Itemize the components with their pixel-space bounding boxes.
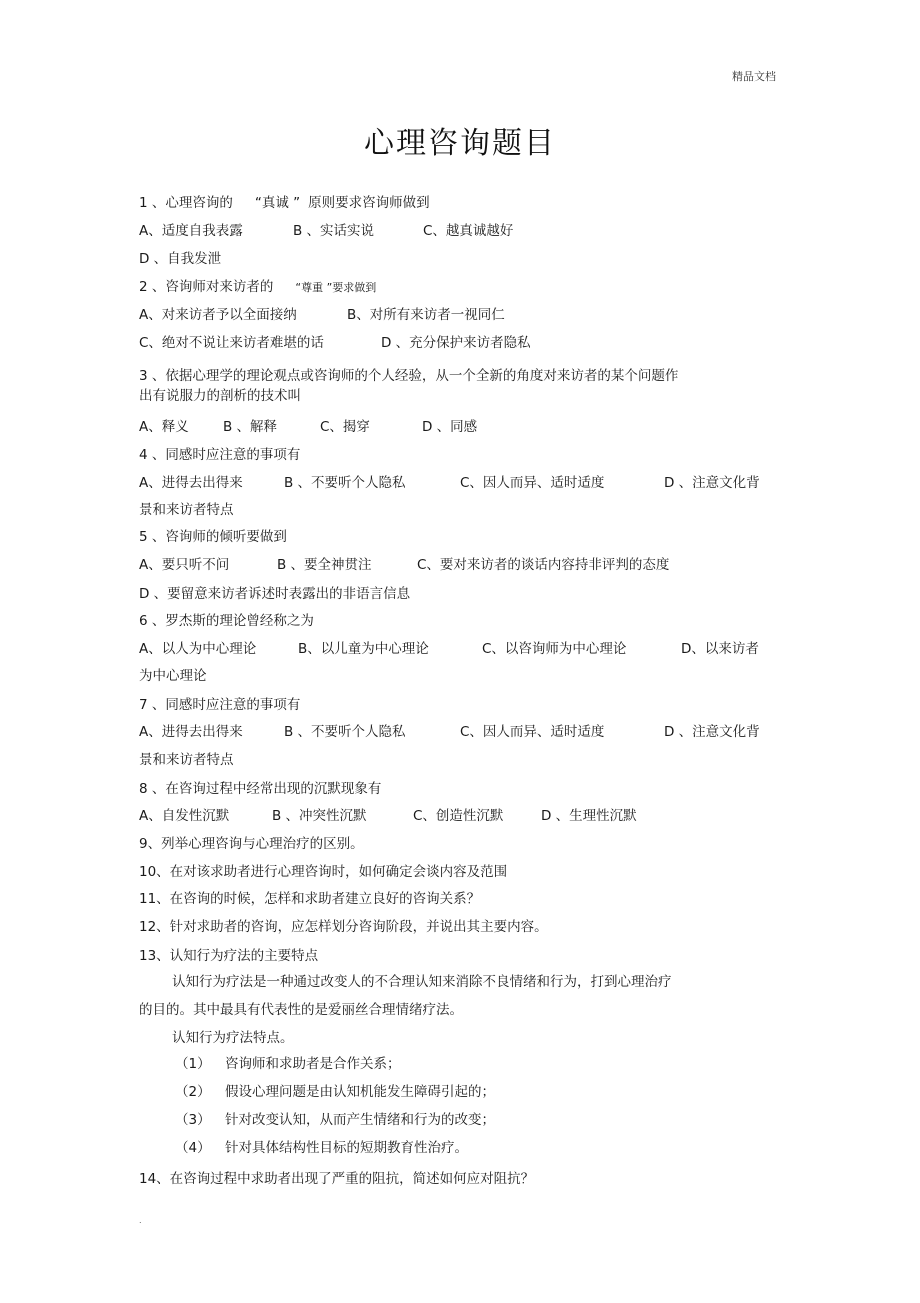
question-1-option-d: D 、自我发泄	[139, 251, 222, 267]
question-7-option-d-cont: 景和来访者特点	[139, 752, 234, 768]
question-8-option-c: C、创造性沉默	[413, 808, 504, 824]
question-12: 12、针对求助者的咨询，应怎样划分咨询阶段，并说出其主要内容。	[139, 919, 548, 935]
question-7-option-b: B 、不要听个人隐私	[284, 724, 406, 740]
question-6-option-a: A、以人为中心理论	[139, 641, 257, 657]
question-3-stem-line1: 3 、依据心理学的理论观点或咨询师的个人经验，从一个全新的角度对来访者的某个问题作	[139, 368, 679, 384]
question-7-option-a: A、进得去出得来	[139, 724, 243, 740]
question-6-option-d: D、以来访者	[681, 641, 759, 657]
question-7-option-c: C、因人而异、适时适度	[460, 724, 605, 740]
question-4-option-b: B 、不要听个人隐私	[284, 475, 406, 491]
question-13-list-item: （2） 假设心理问题是由认知机能发生障碍引起的；	[175, 1084, 495, 1100]
question-14: 14、在咨询过程中求助者出现了严重的阻抗，简述如何应对阻抗？	[139, 1171, 535, 1187]
question-11: 11、在咨询的时候，怎样和求助者建立良好的咨询关系？	[139, 891, 481, 907]
question-9: 9、列举心理咨询与心理治疗的区别。	[139, 836, 364, 852]
footer-mark: .	[139, 1216, 142, 1225]
question-4-option-d-cont: 景和来访者特点	[139, 502, 234, 518]
question-3-option-b: B 、解释	[223, 419, 278, 435]
question-13-list-item: （1） 咨询师和求助者是合作关系；	[175, 1056, 401, 1072]
question-4-option-d: D 、注意文化背	[664, 475, 760, 491]
question-8-stem: 8 、在咨询过程中经常出现的沉默现象有	[139, 781, 382, 797]
question-2-stem: 2 、咨询师对来访者的 “尊重 ”要求做到	[139, 279, 377, 295]
question-5-stem: 5 、咨询师的倾听要做到	[139, 529, 287, 545]
question-1-option-c: C、越真诚越好	[423, 223, 514, 239]
question-4-option-c: C、因人而异、适时适度	[460, 475, 605, 491]
question-13-list-item: （3） 针对改变认知，从而产生情绪和行为的改变；	[175, 1112, 495, 1128]
question-6-option-c: C、以咨询师为中心理论	[482, 641, 627, 657]
question-2-option-d: D 、充分保护来访者隐私	[381, 335, 531, 351]
question-1-option-a: A、适度自我表露	[139, 223, 243, 239]
question-13-paragraph-3: 认知行为疗法特点。	[172, 1030, 294, 1046]
question-5-option-b: B 、要全神贯注	[277, 557, 372, 573]
question-6-option-b: B、以儿童为中心理论	[298, 641, 429, 657]
question-8-option-d: D 、生理性沉默	[541, 808, 637, 824]
header-label: 精品文档	[732, 70, 776, 83]
question-5-option-d: D 、要留意来访者诉述时表露出的非语言信息	[139, 586, 411, 602]
question-13-stem: 13、认知行为疗法的主要特点	[139, 948, 319, 964]
page-title: 心理咨询题目	[364, 126, 556, 161]
question-8-option-b: B 、冲突性沉默	[272, 808, 367, 824]
question-5-option-c: C、要对来访者的谈话内容持非评判的态度	[417, 557, 670, 573]
question-3-stem-line2: 出有说服力的剖析的技术叫	[139, 388, 301, 404]
question-13-paragraph-2: 的目的。其中最具有代表性的是爱丽丝合理情绪疗法。	[139, 1002, 463, 1018]
question-2-option-a: A、对来访者予以全面接纳	[139, 307, 297, 323]
question-13-list-item: （4） 针对具体结构性目标的短期教育性治疗。	[175, 1140, 468, 1156]
question-1-option-b: B 、实话实说	[293, 223, 375, 239]
question-1-stem: 1 、心理咨询的 “真诚 ” 原则要求咨询师做到	[139, 195, 430, 211]
question-10: 10、在对该求助者进行心理咨询时，如何确定会谈内容及范围	[139, 864, 508, 880]
question-3-option-d: D 、同感	[422, 419, 478, 435]
question-3-option-a: A、释义	[139, 419, 189, 435]
question-6-stem: 6 、罗杰斯的理论曾经称之为	[139, 613, 314, 629]
question-7-stem: 7 、同感时应注意的事项有	[139, 697, 301, 713]
question-5-option-a: A、要只听不问	[139, 557, 230, 573]
question-4-stem: 4 、同感时应注意的事项有	[139, 447, 301, 463]
question-2-option-b: B、对所有来访者一视同仁	[347, 307, 505, 323]
question-7-option-d: D 、注意文化背	[664, 724, 760, 740]
question-13-paragraph-1: 认知行为疗法是一种通过改变人的不合理认知来消除不良情绪和行为，打到心理治疗	[172, 974, 672, 990]
question-8-option-a: A、自发性沉默	[139, 808, 230, 824]
question-4-option-a: A、进得去出得来	[139, 475, 243, 491]
question-3-option-c: C、揭穿	[320, 419, 370, 435]
question-6-option-d-cont: 为中心理论	[139, 668, 207, 684]
question-2-option-c: C、绝对不说让来访者难堪的话	[139, 335, 324, 351]
